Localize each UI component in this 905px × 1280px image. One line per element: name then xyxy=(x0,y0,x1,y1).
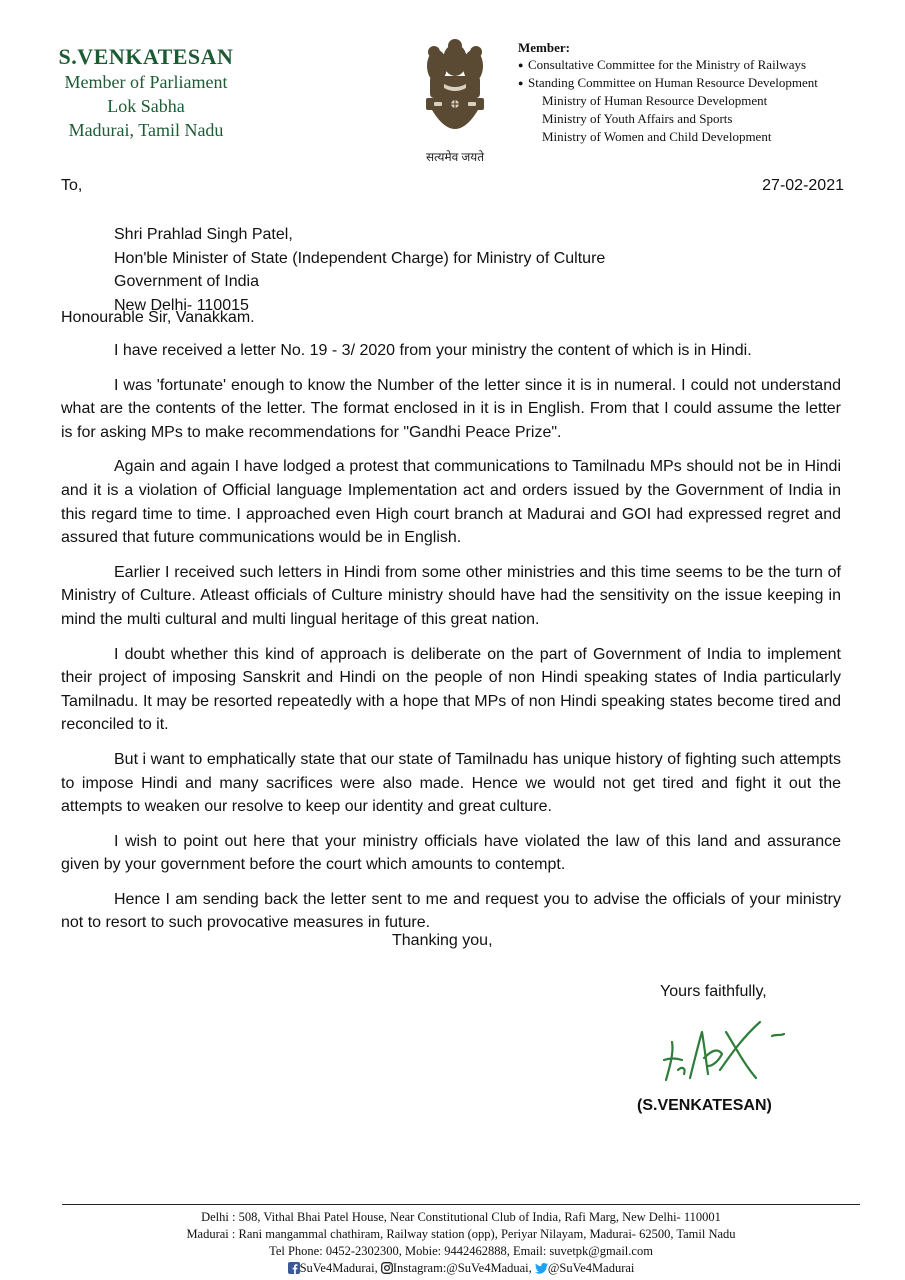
recipient-line: Shri Prahlad Singh Patel, xyxy=(114,226,293,243)
recipient-line: Government of India xyxy=(114,273,259,291)
mp-name: S.VENKATESAN xyxy=(58,44,234,69)
recipient-address xyxy=(114,223,605,317)
to-label: To, xyxy=(61,177,83,194)
footer-contact xyxy=(62,1209,860,1279)
letter-body xyxy=(61,339,841,946)
body-paragraph: Earlier I received such letters in Hindi from some other ministries and this time seems to be the turn of Ministry of Culture. Atleast officials of Culture ministry should have had the sensitivity on the issue keeping in mind the multi cultural and multi lingual heritage of this great nation. xyxy=(61,563,841,628)
letterhead-identity xyxy=(0,44,292,142)
signatory-name: (S.VENKATESAN) xyxy=(637,1097,772,1114)
facebook-icon xyxy=(288,1262,300,1279)
ministry-item: Ministry of Youth Affairs and Sports xyxy=(542,111,733,126)
letter-date: 27-02-2021 xyxy=(762,177,844,194)
ministry-item: Ministry of Women and Child Development xyxy=(542,129,772,144)
member-heading: Member: xyxy=(518,40,570,55)
facebook-handle: SuVe4Madurai, xyxy=(299,1261,378,1275)
instagram-icon xyxy=(381,1262,393,1279)
body-paragraph: I doubt whether this kind of approach is deliberate on the part of Government of India to implement their project of imposing Sanskrit and Hindi on the people of non Hindi speaking states of India particularly Tamilnadu. It may be resorted repeatedly with a hope that MPs of non Hindi speaking states become tired and reconciled to it. xyxy=(61,645,841,734)
greeting: Honourable Sir, Vanakkam. xyxy=(61,309,255,326)
body-paragraph: I was 'fortunate' enough to know the Number of the letter since it is in numeral. I could not understand what are the contents of the letter. The format enclosed in it is in English. From that I could assume the letter is for asking MPs to make recommendations for "Gandhi Peace Prize". xyxy=(61,376,841,441)
thanking-line: Thanking you, xyxy=(392,932,493,949)
contact-details: Tel Phone: 0452-2302300, Mobie: 9442462888, Email: suvetpk@gmail.com xyxy=(269,1244,653,1258)
mp-house: Lok Sabha xyxy=(107,96,185,116)
body-paragraph: Again and again I have lodged a protest that communications to Tamilnadu MPs should not be in Hindi and it is a violation of Official language Implementation act and orders issued by the Government of India in this regard time to time. I approached even High court branch at Madurai and GOI had expressed regret and assured that future communications would be in English. xyxy=(61,458,841,547)
national-emblem xyxy=(414,38,496,166)
ministry-item: Ministry of Human Resource Development xyxy=(542,93,768,108)
twitter-handle: @SuVe4Madurai xyxy=(547,1261,635,1275)
committee-item: ● Standing Committee on Human Resource Development xyxy=(518,75,818,90)
mp-title: Member of Parliament xyxy=(64,72,228,92)
instagram-handle: Instagram:@SuVe4Maduai, xyxy=(392,1261,532,1275)
closing-line: Yours faithfully, xyxy=(660,983,767,1000)
lion-capital-icon xyxy=(422,38,488,148)
mp-constituency: Madurai, Tamil Nadu xyxy=(68,120,224,140)
bullet-icon: ● xyxy=(518,60,524,70)
twitter-icon xyxy=(535,1262,548,1279)
body-paragraph: I have received a letter No. 19 - 3/ 2020 from your ministry the content of which is in Hindi. xyxy=(114,342,752,359)
social-handles xyxy=(62,1260,860,1279)
signature xyxy=(660,1008,792,1092)
body-paragraph: But i want to emphatically state that our state of Tamilnadu has unique history of fighting such attempts to impose Hindi and many sacrifices were also made. Hence we would not get tired and fight it out the attempts to weaken our resolve to keep our identity and great culture. xyxy=(61,750,841,816)
committee-membership xyxy=(518,40,898,146)
delhi-address: Delhi : 508, Vithal Bhai Patel House, Near Constitutional Club of India, Rafi Marg, New Delhi- 110001 xyxy=(201,1210,721,1224)
recipient-line: New Delhi- 110015 xyxy=(114,296,249,314)
madurai-address: Madurai : Rani mangammal chathiram, Railway station (opp), Periyar Nilayam, Madurai- 62500, Tamil Nadu xyxy=(186,1227,736,1241)
recipient-line: Hon'ble Minister of State (Independent Charge) for Ministry of Culture xyxy=(114,249,606,267)
signature-mark xyxy=(660,1008,792,1092)
committee-item: ● Consultative Committee for the Ministry of Railways xyxy=(518,57,807,72)
footer-divider xyxy=(62,1204,860,1205)
bullet-icon: ● xyxy=(518,78,524,88)
body-paragraph: Hence I am sending back the letter sent to me and request you to advise the officials of your ministry not to resort to such provocative measures in future. xyxy=(61,890,841,932)
body-paragraph: I wish to point out here that your ministry officials have violated the law of this land and assurance given by your government before the court which amounts to contempt. xyxy=(61,832,841,874)
emblem-motto: सत्यमेव जयते xyxy=(425,150,485,164)
